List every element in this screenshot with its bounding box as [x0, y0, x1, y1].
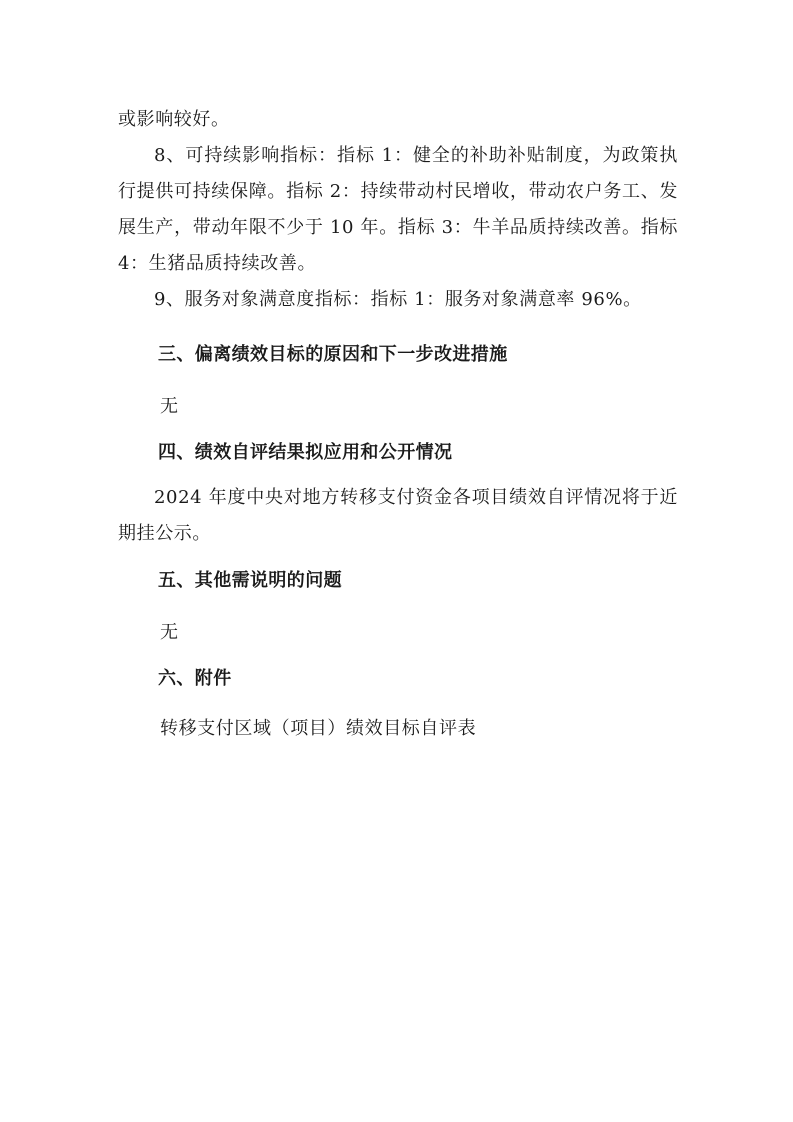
section-heading-application: 四、绩效自评结果拟应用和公开情况 — [158, 442, 453, 463]
section-body-other-issues: 无 — [160, 622, 179, 643]
section-body-deviation: 无 — [160, 396, 179, 417]
paragraph-sustainable-impact: 8、可持续影响指标：指标 1：健全的补助补贴制度，为政策执行提供可持续保障。指标 2：持续带动村民增收，带动农户务工、发展生产，带动年限不少于 10 年。指标 3：牛羊品质持续改善。指标 4：生猪品质持续改善。 — [118, 145, 678, 274]
section-body-application-wrap — [118, 480, 678, 552]
section-heading-other-issues: 五、其他需说明的问题 — [158, 570, 342, 591]
paragraph-satisfaction: 9、服务对象满意度指标：指标 1：服务对象满意率 96%。 — [154, 289, 642, 310]
section-heading-attachments: 六、附件 — [158, 668, 232, 689]
continuation-text: 或影响较好。 — [118, 109, 230, 130]
attachment-item: 转移支付区域（项目）绩效目标自评表 — [160, 718, 477, 739]
section-heading-deviation: 三、偏离绩效目标的原因和下一步改进措施 — [158, 344, 508, 365]
document-body-top — [118, 102, 678, 318]
section-body-application: 2024 年度中央对地方转移支付资金各项目绩效自评情况将于近期挂公示。 — [118, 487, 678, 544]
